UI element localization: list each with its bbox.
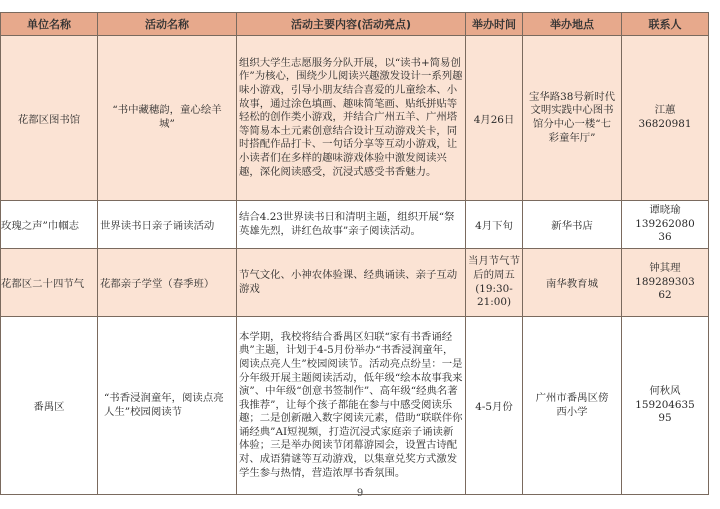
cell-content: 结合4.23世界读书日和清明主题，组织开展“祭英雄先烈，讲红色故事”亲子阅读活动。 — [237, 201, 466, 249]
cell-contact — [622, 201, 709, 249]
contact-phone: 159204635 95 — [635, 398, 695, 425]
contact-phone: 139262080 36 — [635, 217, 695, 244]
cell-time: 4月26日 — [466, 36, 523, 201]
header-activity-name: 活动名称 — [98, 13, 237, 36]
cell-time: 当月节气节后的周五(19:30-21:00) — [466, 249, 523, 317]
table-row — [1, 249, 709, 317]
cell-unit: 花都区图书馆 — [1, 36, 98, 201]
cell-unit: 玫瑰之声”巾帼志 — [1, 201, 98, 249]
cell-place: 南华教育城 — [523, 249, 622, 317]
header-content: 活动主要内容(活动亮点) — [237, 13, 466, 36]
table-row — [1, 317, 709, 495]
contact-name: 何秋风 — [649, 385, 681, 398]
cell-content: 节气文化、小神农体验课、经典诵读、亲子互动游戏 — [237, 249, 466, 317]
cell-place: 新华书店 — [523, 201, 622, 249]
cell-contact — [622, 36, 709, 201]
contact-name: 钟其理 — [649, 262, 681, 275]
cell-activity-name: “书香浸润童年，阅读点亮人生”校园阅读节 — [98, 317, 237, 495]
table-header-row — [1, 13, 709, 36]
cell-time: 4-5月份 — [466, 317, 523, 495]
header-unit: 单位名称 — [1, 13, 98, 36]
header-contact: 联系人 — [622, 13, 709, 36]
cell-contact — [622, 249, 709, 317]
header-time: 举办时间 — [466, 13, 523, 36]
header-place: 举办地点 — [523, 13, 622, 36]
cell-activity-name: 花都亲子学堂（春季班） — [98, 249, 237, 317]
contact-phone: 189289303 62 — [635, 275, 695, 302]
page-number: 9 — [356, 488, 364, 499]
activity-table — [0, 12, 709, 495]
contact-name: 谭晓瑜 — [649, 204, 681, 217]
cell-place: 广州市番禺区傍西小学 — [523, 317, 622, 495]
cell-place: 宝华路38号新时代文明实践中心图书馆分中心一楼“七彩童年厅” — [523, 36, 622, 201]
cell-time: 4月下旬 — [466, 201, 523, 249]
table-row — [1, 36, 709, 201]
cell-activity-name: “书中藏穗韵，童心绘羊城” — [98, 36, 237, 201]
cell-unit: 花都区二十四节气 — [1, 249, 98, 317]
cell-contact — [622, 317, 709, 495]
contact-phone: 36820981 — [638, 118, 692, 130]
table-row — [1, 201, 709, 249]
cell-content: 组织大学生志愿服务分队开展，以“读书+简易创作”为核心，围绕少儿阅读兴趣激发设计一系列趣味小游戏，引导小朋友结合喜爱的儿童绘本、小故事，通过涂色填画、趣味简笔画、贴纸拼贴等轻松的创作类小游戏，并结合广州五羊、广州塔等简易本土元素创意结合设计互动游戏关卡，同时搭配作品打卡、一句话分享等互动小游戏，让小读者们在多样的趣味游戏体验中激发阅读兴趣，深化阅读感受，沉浸式感受书香魅力。 — [237, 36, 466, 201]
cell-activity-name: 世界读书日亲子诵读活动 — [98, 201, 237, 249]
contact-name: 江蕙 — [654, 104, 676, 117]
cell-content: 本学期，我校将结合番禺区妇联“家有书香诵经典”主题，计划于4-5月份举办“书香浸润童年，阅读点亮人生”校园阅读节。活动亮点纷呈：一是分年级开展主题阅读活动，低年级“绘本故事我来演”、中年级“创意书签制作”、高年级“经典名著我推荐”，让每个孩子都能在参与中感受阅读乐趣；二是创新融入数字阅读元素，借助“联联伴你诵经典”AI短视频，打造沉浸式家庭亲子诵读新体验；三是举办阅读节闭幕游园会，设置古诗配对、成语猜谜等互动游戏，以集章兑奖方式激发学生参与热情，营造浓厚书香氛围。 — [237, 317, 466, 495]
cell-unit: 番禺区 — [1, 317, 98, 495]
